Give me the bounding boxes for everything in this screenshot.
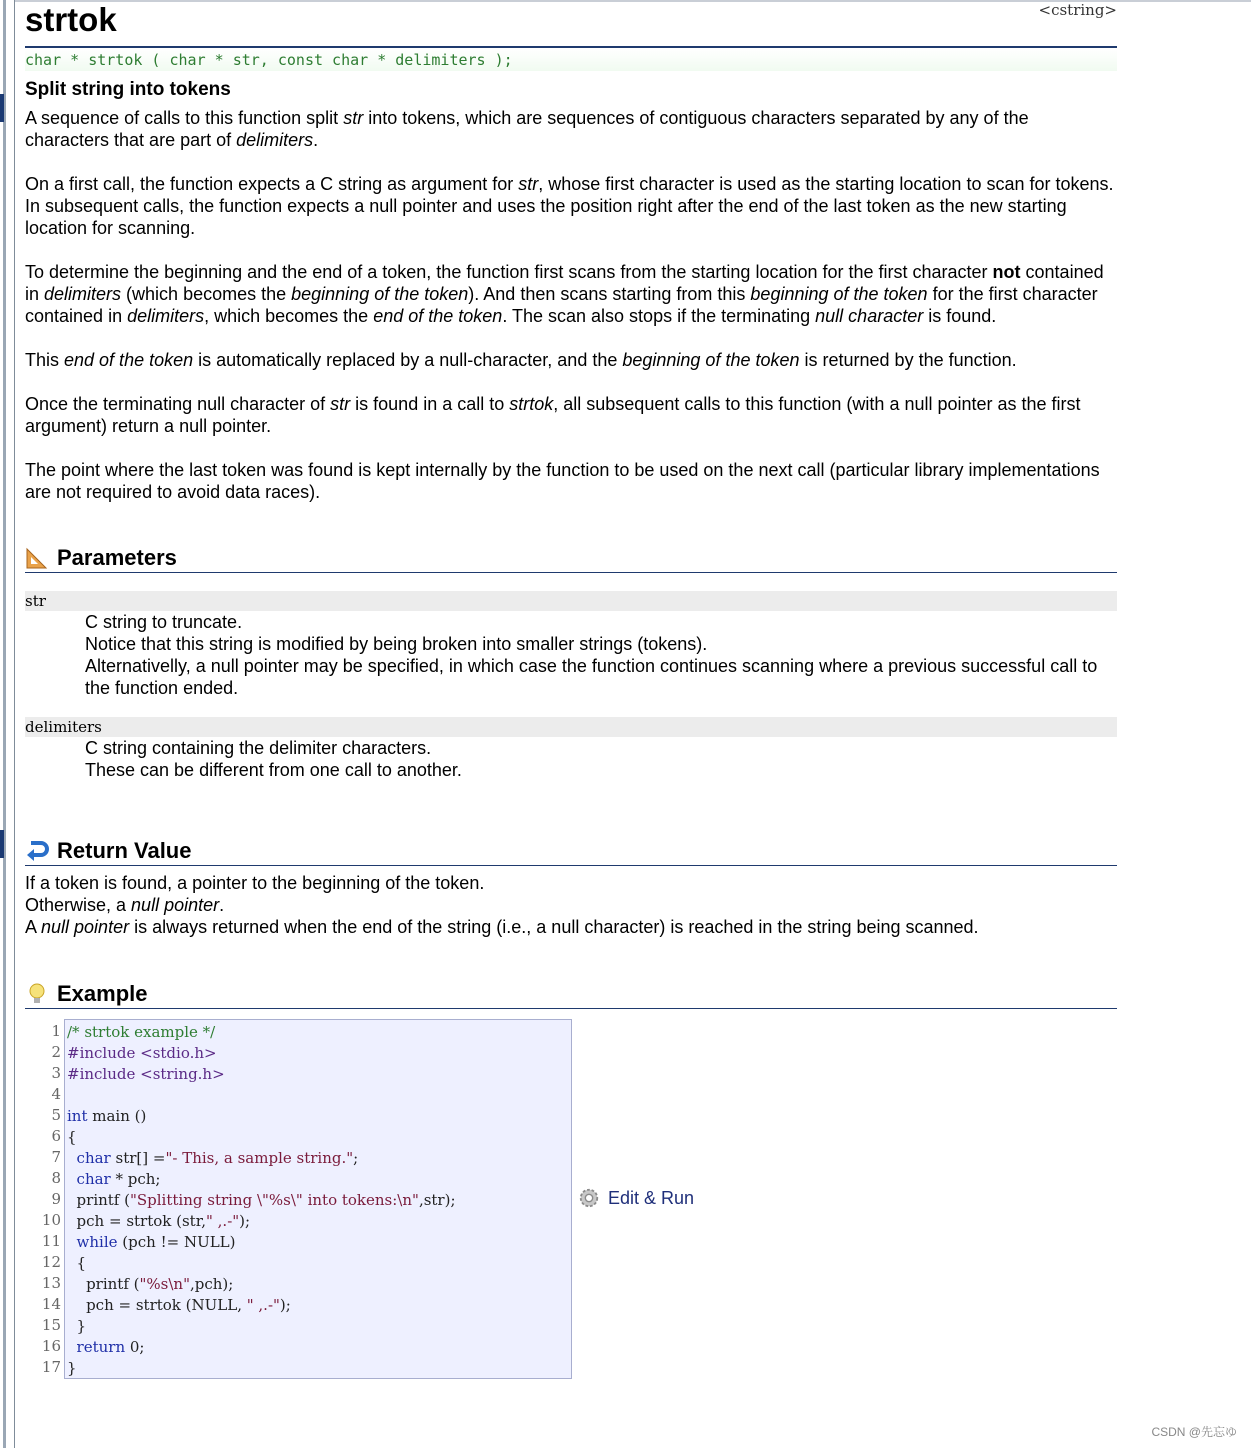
gear-icon [578, 1187, 600, 1209]
sidebar-tab-marker[interactable] [0, 94, 4, 122]
description-paragraph: To determine the beginning and the end of a token, the function first scans from the starting location for the first character not contained in delimiters (which becomes the beginning of the token). And then scans starting from this beginning of the token for the first character contained in delimiters, which becomes the end of the token. The scan also stops if the terminating null character is found. [25, 262, 1104, 326]
line-numbers: 1 2 3 4 5 6 7 8 9 10 11 12 13 14 15 16 17 [41, 1022, 61, 1376]
example-code-block [25, 1019, 1117, 1389]
header-file-tag[interactable]: <cstring> [1038, 1, 1117, 19]
example-heading: Example [57, 981, 148, 1006]
description-paragraph: The point where the last token was found is kept internally by the function to be used on the next call (particular library implementations are not required to avoid data races). [25, 460, 1100, 502]
ruler-triangle-icon [25, 546, 49, 570]
function-prototype: char * strtok ( char * str, const char * delimiters ); [25, 49, 1117, 71]
parameters-section-header [25, 540, 1117, 573]
parameters-heading: Parameters [57, 545, 177, 570]
edit-run-label: Edit & Run [608, 1187, 695, 1208]
description-paragraph: This end of the token is automatically replaced by a null-character, and the beginning of the token is returned by the function. [25, 350, 1017, 370]
example-section-header [25, 976, 1117, 1009]
param-desc-str: C string to truncate. Notice that this string is modified by being broken into smaller strings (tokens). Alternativelly, a null pointer may be specified, in which case the function continues scanning where a previous successful call to the function ended. [85, 612, 1098, 698]
description-paragraph: Once the terminating null character of str is found in a call to strtok, all subsequent calls to this function (with a null pointer as the first argument) return a null pointer. [25, 394, 1081, 436]
param-name-delimiters: delimiters [25, 717, 1117, 737]
param-desc-delimiters: C string containing the delimiter characters. These can be different from one call to another. [85, 738, 462, 780]
page-header [25, 0, 1117, 48]
edit-run-button[interactable] [578, 1187, 694, 1209]
return-arrow-icon [25, 839, 49, 863]
description-paragraph: On a first call, the function expects a C string as argument for str, whose first character is used as the starting location to scan for tokens. In subsequent calls, the function expects a null pointer and uses the position right after the end of the last token as the new starting location for scanning. [25, 174, 1114, 238]
function-summary: Split string into tokens [25, 79, 231, 100]
page-title: strtok [25, 1, 117, 38]
lightbulb-icon [25, 982, 49, 1006]
sidebar-tab-marker[interactable] [0, 830, 4, 858]
reference-content [25, 0, 1117, 1389]
return-value-section-header [25, 833, 1117, 866]
code-listing[interactable]: /* strtok example */ #include <stdio.h> #include <string.h> int main () { char str[] ="- This, a sample string."; char * pch; printf ("Splitting string \"%s\" into tokens:\n",str); pch = strtok (str," ,.-"); while (pch != NULL) { printf ("%s\n",pch); pch = strtok (NULL, " ,.-"); } return 0; } [64, 1019, 572, 1379]
left-sidebar-edge [0, 0, 14, 1448]
return-value-text: If a token is found, a pointer to the beginning of the token. Otherwise, a null pointer. A null pointer is always returned when the end of the string (i.e., a null character) is reached in the string being scanned. [25, 873, 979, 937]
param-name-str: str [25, 591, 1117, 611]
description-paragraph: A sequence of calls to this function split str into tokens, which are sequences of contiguous characters separated by any of the characters that are part of delimiters. [25, 108, 1029, 150]
return-value-heading: Return Value [57, 838, 192, 863]
watermark-text: CSDN @先忘ゆ [1151, 1425, 1237, 1439]
